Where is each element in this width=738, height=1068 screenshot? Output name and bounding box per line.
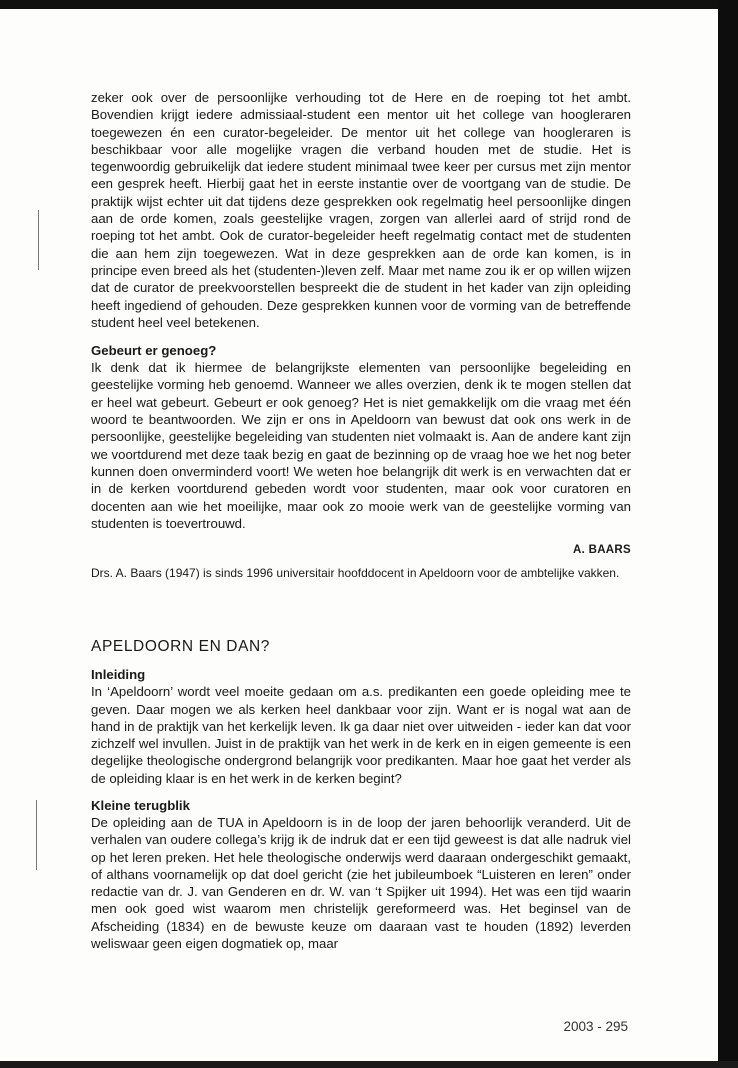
author-bio: Drs. A. Baars (1947) is sinds 1996 universitair hoofddocent in Apeldoorn voor de ambtelijke vakken. (91, 566, 620, 581)
article2-paragraph-1: In ‘Apeldoorn’ wordt veel moeite gedaan om a.s. predikanten een goede opleiding mee te geven. Daar mogen we als kerken heel dankbaar voor zijn. Want er is nogal wat aan de hand in de praktijk van het kerkelijk leven. Ik ga daar niet over uitweiden - ieder kan dat voor zichzelf wel invullen. Juist in de praktijk van het werk in de kerk en in eigen gemeente is een degelijke theologische ondergrond belangrijk voor predikanten. Maar hoe gaat het verder als de opleiding klaar is en het werk in de kerken begint? (91, 684, 631, 786)
document-page (91, 89, 631, 952)
article2-paragraph-2: De opleiding aan de TUA in Apeldoorn is in de loop der jaren behoorlijk veranderd. Uit de verhalen van oudere collega’s krijg ik de indruk dat er een tijd geweest is dat alle nadruk viel op het leren preken. Het hele theologische onderwijs werd daaraan ondergeschikt gemaakt, of althans voornamelijk op dat doel gericht (zie het jubileumboek “Luisteren en leren” onder redactie van dr. J. van Genderen en dr. W. van ‘t Spijker uit 1994). Het was een tijd waarin men ook goed wist waarom men christelijk gereformeerd was. Het beginsel van de Afscheiding (1834) en de bewuste keuze om daaraan vast te houden (1892) leverden weliswaar geen eigen dogmatiek op, maar (91, 815, 631, 952)
scan-right-border (718, 0, 738, 1068)
scan-top-border (0, 0, 738, 9)
author-signature: A. BAARS (573, 544, 631, 557)
heading-gebeurt-er-genoeg: Gebeurt er genoeg? (91, 343, 217, 359)
heading-inleiding: Inleiding (91, 667, 146, 683)
article-title: APELDOORN EN DAN? (91, 637, 271, 655)
binding-mark (36, 800, 37, 870)
binding-mark (38, 210, 39, 270)
heading-kleine-terugblik: Kleine terugblik (91, 798, 190, 813)
scan-bottom-border (0, 1061, 738, 1068)
page-number: 2003 - 295 (563, 1019, 628, 1034)
article1-paragraph-2: Ik denk dat ik hiermee de belangrijkste elementen van persoonlijke begeleiding en geestelijke vorming heb genoemd. Wanneer we alles overzien, denk ik te mogen stellen dat er heel wat gebeurt. Gebeurt er ook genoeg? Het is niet gemakkelijk om die vraag met één woord te beantwoorden. We zijn er ons in Apeldoorn van bewust dat ook ons werk in de persoonlijke, geestelijke begeleiding van studenten niet volmaakt is. Aan de andere kant zijn we voortdurend met deze taak bezig en gaat de bezinning op de vraag hoe we het nog beter kunnen doen onverminderd voort! We weten hoe belangrijk dit werk is en verwachten dat er in de kerken voortdurend gebeden wordt voor studenten, maar ook voor curatoren en docenten aan wie het moeilijke, maar ook zo mooie werk van de geestelijke vorming van studenten is toevertrouwd. (91, 360, 631, 531)
article1-paragraph-1: zeker ook over de persoonlijke verhouding tot de Here en de roeping tot het ambt. Bovendien krijgt iedere admissiaal-student een mentor uit het college van hoogleraren toegewezen én een curator-begeleider. De mentor uit het college van hoogleraren is beschikbaar voor alle mogelijke vragen die verband houden met de studie. Het is tegenwoordig gebruikelijk dat iedere student minimaal twee keer per cursus met zijn mentor een gesprek heeft. Hierbij gaat het in eerste instantie over de voortgang van de studie. De praktijk wijst echter uit dat tijdens deze gesprekken ook regelmatig heel persoonlijke dingen aan de orde komen, zoals geestelijke vragen, zorgen van allerlei aard of strijd rond de roeping tot het ambt. Ook de curator-begeleider heeft regelmatig contact met de studenten die aan hem zijn toegewezen. Wat in deze gesprekken aan de orde kan komen, is in principe even breed als het (studenten-)leven zelf. Maar met name zou ik er op willen wijzen dat de curator de preekvoorstellen bespreekt die de student in het kader van zijn opleiding heeft ingediend of gehouden. Deze gesprekken kunnen voor de vorming van de betreffende student heel veel betekenen. (91, 90, 631, 330)
